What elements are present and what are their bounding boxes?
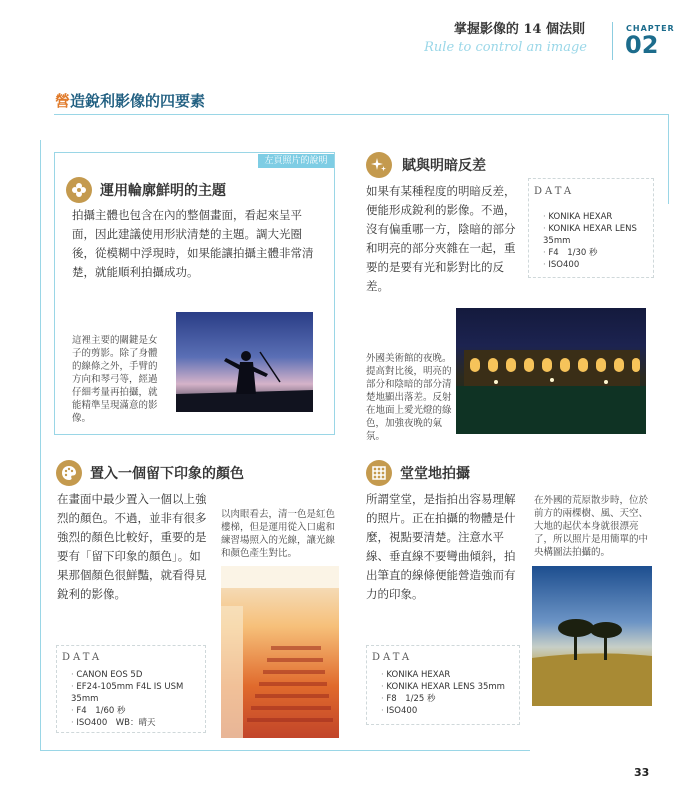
box4-data-item: · F8 1/25 秒 [381,693,519,705]
palette-icon [56,460,82,486]
header-title-en: Rule to control an image [424,40,587,55]
box3-data-label: DATA [62,652,103,663]
box3-data-item: · ISO400 WB：晴天 [71,717,205,729]
box1-body: 拍攝主體也包含在內的整個畫面，看起來呈平面，因此建議使用形狀清楚的主題。調大光圈後，從模糊中浮現時，如果能讓拍攝主體非常清楚，就能順利拍攝成功。 [72,208,314,279]
box2-data-item: · F4 1/30 秒 [543,247,653,259]
section-title-first-char: 營 [55,92,71,110]
box3-data-item: · EF24-105mm F4L IS USM 35mm [71,681,191,705]
box2-photo-caption: 外國美術館的夜晚。提高對比後，明亮的部分和陰暗的部分清楚地顯出落差。反射在地面上愛光燈的綠色，加強夜晚的氣氛。 [366,353,452,442]
frame-line-left [40,140,41,750]
frame-line-bottom [40,750,530,751]
violinist-silhouette-photo [176,312,313,412]
box3-photo-caption: 以肉眼看去，清一色是紅色樓梯，但是運用從入口處和練習場照入的光線，讓光線和顏色產生對比。 [221,509,336,559]
box2-data-item: · ISO400 [543,259,653,271]
box4-photo-caption: 在外國的荒原散步時，位於前方的兩棵樹、風、天空、大地的起伏本身就很漂亮了，所以照片是用簡單的中央構圖法拍攝的。 [534,495,649,558]
flower-icon [66,177,92,203]
box4-data-item: · KONIKA HEXAR LENS 35mm [381,681,519,693]
header-divider [612,22,613,60]
two-trees-landscape-photo [532,566,652,706]
box4-data-label: DATA [372,652,413,663]
chapter-number: 02 [625,31,659,59]
box4-data-item: · ISO400 [381,705,519,717]
box3-body: 在畫面中最少置入一個以上強烈的顏色。不過，並非有很多強烈的顏色比較好，重要的是要有「留下印象的顏色」。如果那個顏色很鮮豔，就看得見銳利的影像。 [57,492,207,601]
box4-body: 所謂堂堂，是指拍出容易理解的照片。正在拍攝的物體是什麼，視點要清楚。注意水平線、垂直線不要彎曲傾斜，拍出筆直的線條便能營造強而有力的印象。 [366,492,516,601]
box1-title: 運用輪廓鮮明的主題 [100,183,226,199]
box1-photo-caption: 這裡主要的關鍵是女子的剪影。除了身體的線條之外，手臂的方向和琴弓等，經過仔細考量再拍攝，就能精準呈現滿意的影像。 [72,335,158,424]
page-number: 33 [634,766,650,779]
box4-title: 堂堂地拍攝 [400,466,470,482]
frame-line-top [54,114,669,115]
box3-data-list [71,669,205,729]
box4-data-panel [366,645,520,725]
box2-data-item: · KONIKA HEXAR LENS 35mm [543,223,643,247]
museum-night-photo [456,308,646,434]
box3-title: 置入一個留下印象的顏色 [90,466,244,482]
chapter-label: CHAPTER [626,24,675,33]
section-title-rest: 造銳利影像的四要素 [70,92,206,110]
red-staircase-photo [221,566,339,738]
box4-data-list [381,669,519,717]
header-title-cn: 掌握影像的 14 個法則 [453,22,585,37]
left-page-caption-tag: 左頁照片的說明 [258,154,334,168]
box2-data-label: DATA [534,186,575,197]
box2-body: 如果有某種程度的明暗反差，便能形成銳利的影像。不過，沒有偏重哪一方，陰暗的部分和明亮的部分夾雜在一起，重要的是要有光和影對比的反差。 [366,184,516,293]
box2-data-item: · KONIKA HEXAR [543,211,653,223]
sparkle-icon [366,152,392,178]
section-title [55,90,205,111]
box2-title: 賦與明暗反差 [402,158,486,174]
box3-data-panel [56,645,206,733]
box2-data-list [543,211,653,271]
box2-data-panel [528,178,654,278]
grid-icon [366,460,392,486]
frame-line-right [668,114,669,204]
box3-data-item: · F4 1/60 秒 [71,705,205,717]
box4-data-item: · KONIKA HEXAR [381,669,519,681]
box3-data-item: · CANON EOS 5D [71,669,205,681]
